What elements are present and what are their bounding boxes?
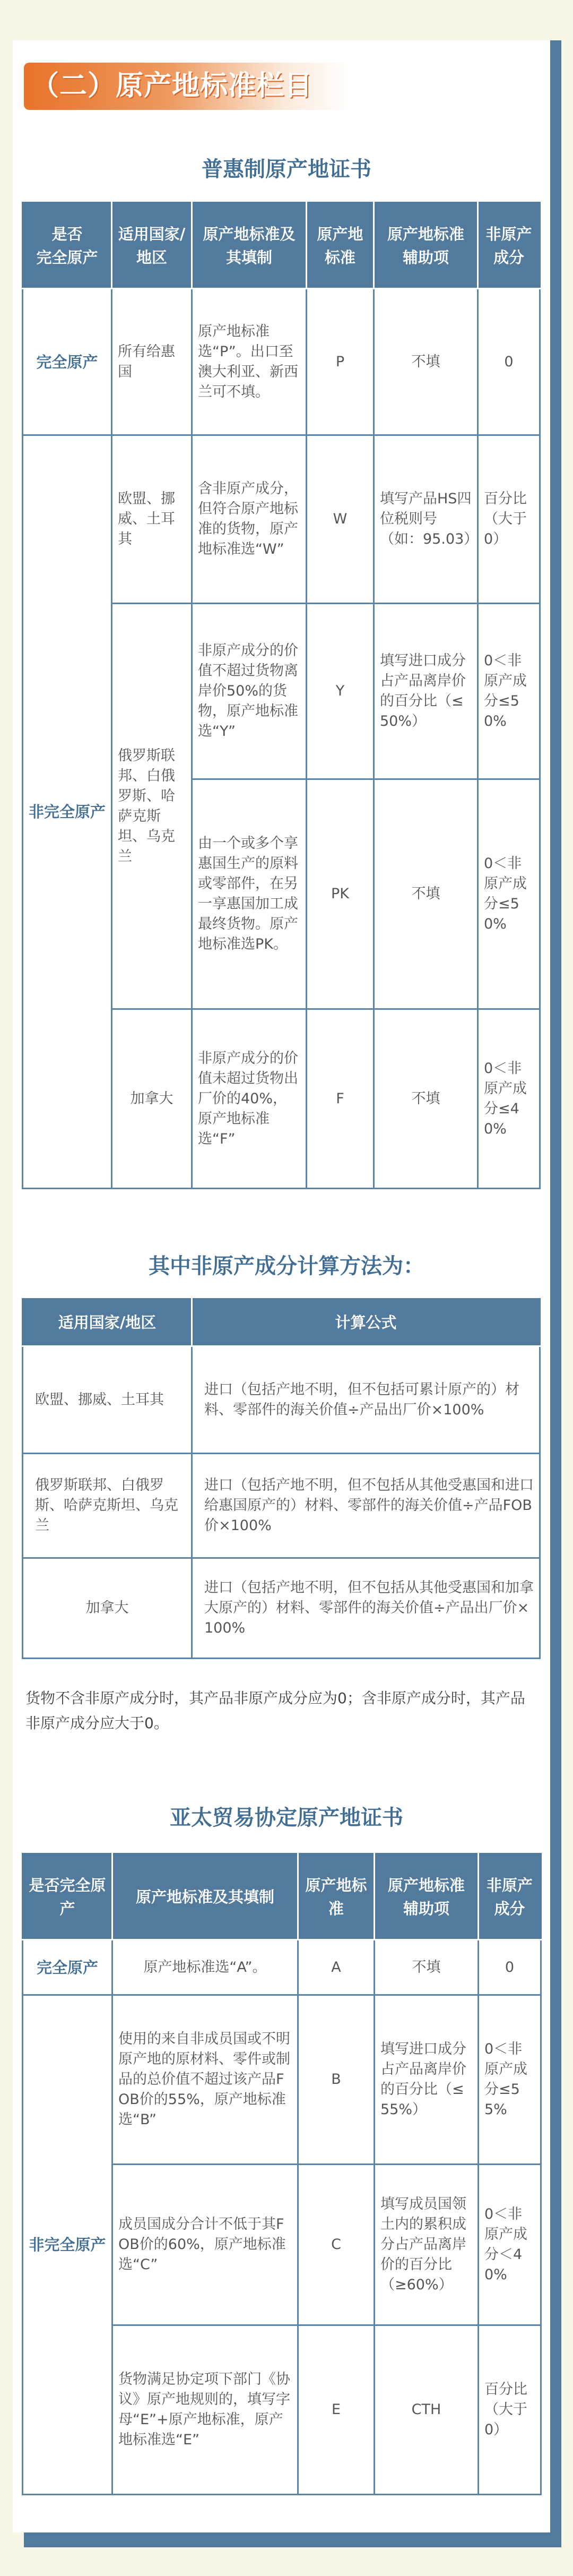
ratio-cell: 0＜非原产成分≤50% bbox=[478, 604, 540, 779]
header-cell: 适用国家/地区 bbox=[112, 203, 192, 289]
aux-cell: 不填 bbox=[375, 1940, 479, 1995]
country-cell: 欧盟、挪威、土耳其 bbox=[23, 1346, 192, 1454]
aux-cell: CTH bbox=[375, 2325, 479, 2495]
table-row bbox=[23, 435, 540, 604]
gsp-table bbox=[22, 202, 541, 1189]
aux-cell: 不填 bbox=[374, 779, 478, 1009]
aux-cell: 填写进口成分占产品离岸价的百分比（≤55%） bbox=[375, 1995, 479, 2165]
ratio-cell: 0＜非原产成分＜40% bbox=[479, 2165, 541, 2325]
criterion-cell: F bbox=[307, 1009, 374, 1189]
header-cell: 原产地标准 bbox=[307, 203, 374, 289]
table-row bbox=[23, 1995, 541, 2165]
header-cell: 适用国家/地区 bbox=[23, 1299, 192, 1346]
criterion-cell: PK bbox=[307, 779, 374, 1009]
rule-cell: 由一个或多个享惠国生产的原料或零部件，在另一享惠国加工成最终货物。原产地标准选PK。 bbox=[192, 779, 307, 1009]
apta-title: 亚太贸易协定原产地证书 bbox=[170, 1806, 403, 1830]
section-heading: （二）原产地标准栏目 bbox=[31, 70, 313, 102]
table-row bbox=[23, 1558, 540, 1659]
criterion-cell: P bbox=[307, 289, 374, 435]
apta-table bbox=[22, 1853, 542, 2495]
decorative-bottom-bar bbox=[24, 2532, 561, 2547]
header-cell: 计算公式 bbox=[192, 1299, 540, 1346]
aux-cell: 填写成员国领土内的累积成分占产品离岸价的百分比（≥60%） bbox=[375, 2165, 479, 2325]
formula-cell: 进口（包括产地不明，但不包括从其他受惠国和加拿大原产的）材料、零部件的海关价值÷产品出厂价×100% bbox=[192, 1558, 540, 1659]
criterion-cell: A bbox=[298, 1940, 375, 1995]
country-cell: 欧盟、挪威、土耳其 bbox=[112, 435, 192, 604]
ratio-cell: 百分比（大于0） bbox=[479, 2325, 541, 2495]
rule-cell: 原产地标准选“P”。出口至澳大利亚、新西兰可不填。 bbox=[192, 289, 307, 435]
aux-cell: 填写产品HS四位税则号（如：95.03） bbox=[374, 435, 478, 604]
ratio-cell: 0＜非原产成分≤50% bbox=[478, 779, 540, 1009]
ratio-cell: 0＜非原产成分≤40% bbox=[478, 1009, 540, 1189]
origin-type-label: 非完全原产 bbox=[23, 435, 112, 1189]
gsp-title: 普惠制原产地证书 bbox=[202, 157, 371, 182]
note-paragraph: 货物不含非原产成分时，其产品非原产成分应为0；含非原产成分时，其产品非原产成分应大于0。 bbox=[25, 1689, 525, 1732]
table-row bbox=[23, 289, 540, 435]
origin-type-label: 完全原产 bbox=[23, 289, 112, 435]
aux-cell: 填写进口成分占产品离岸价的百分比（≤50%） bbox=[374, 604, 478, 779]
origin-type-label: 完全原产 bbox=[23, 1940, 112, 1995]
header-cell: 非原产成分 bbox=[479, 1854, 541, 1940]
ratio-cell: 0＜非原产成分≤55% bbox=[479, 1995, 541, 2165]
country-cell: 所有给惠国 bbox=[112, 289, 192, 435]
header-cell: 非原产成分 bbox=[478, 203, 540, 289]
country-cell: 俄罗斯联邦、白俄罗斯、哈萨克斯坦、乌克兰 bbox=[112, 604, 192, 1009]
origin-type-label: 非完全原产 bbox=[23, 1995, 112, 2495]
ratio-cell: 0 bbox=[479, 1940, 541, 1995]
decorative-side-bar bbox=[550, 40, 561, 2547]
rule-cell: 货物满足协定项下部门《协议》原产地规则的，填写字母“E”+原产地标准，原产地标准选“E” bbox=[112, 2325, 298, 2495]
criterion-cell: W bbox=[307, 435, 374, 604]
formula-cell: 进口（包括产地不明，但不包括从其他受惠国和进口给惠国原产的）材料、零部件的海关价值÷产品FOB价×100% bbox=[192, 1454, 540, 1558]
section-banner bbox=[24, 63, 350, 110]
table-header-row bbox=[23, 1299, 540, 1346]
aux-cell: 不填 bbox=[374, 289, 478, 435]
criterion-cell: C bbox=[298, 2165, 375, 2325]
table-header-row bbox=[23, 203, 540, 289]
header-cell: 是否 完全原产 bbox=[23, 203, 112, 289]
table-row bbox=[23, 1940, 541, 1995]
header-cell: 是否完全原产 bbox=[23, 1854, 112, 1940]
header-cell: 原产地标准辅助项 bbox=[374, 203, 478, 289]
rule-cell: 原产地标准选“A”。 bbox=[112, 1940, 298, 1995]
formula-cell: 进口（包括产地不明，但不包括可累计原产的）材料、零部件的海关价值÷产品出厂价×100% bbox=[192, 1346, 540, 1454]
rule-cell: 非原产成分的价值不超过货物离岸价50%的货物，原产地标准选“Y” bbox=[192, 604, 307, 779]
header-cell: 原产地标准 bbox=[298, 1854, 375, 1940]
rule-cell: 含非原产成分，但符合原产地标准的货物，原产地标准选“W” bbox=[192, 435, 307, 604]
header-cell: 原产地标准辅助项 bbox=[375, 1854, 479, 1940]
country-cell: 加拿大 bbox=[112, 1009, 192, 1189]
ratio-cell: 0 bbox=[478, 289, 540, 435]
table-row bbox=[23, 1346, 540, 1454]
rule-cell: 非原产成分的价值未超过货物出厂价的40%，原产地标准选“F” bbox=[192, 1009, 307, 1189]
aux-cell: 不填 bbox=[374, 1009, 478, 1189]
calc-title: 其中非原产成分计算方法为： bbox=[149, 1254, 424, 1278]
rule-cell: 使用的来自非成员国或不明原产地的原材料、零件或制品的总价值不超过该产品FOB价的55%，原产地标准选“B” bbox=[112, 1995, 298, 2165]
calc-table bbox=[22, 1298, 541, 1659]
criterion-cell: B bbox=[298, 1995, 375, 2165]
country-cell: 加拿大 bbox=[23, 1558, 192, 1659]
table-header-row bbox=[23, 1854, 541, 1940]
rule-cell: 成员国成分合计不低于其FOB价的60%，原产地标准选“C” bbox=[112, 2165, 298, 2325]
criterion-cell: Y bbox=[307, 604, 374, 779]
header-cell: 原产地标准及其填制 bbox=[192, 203, 307, 289]
ratio-cell: 百分比（大于0） bbox=[478, 435, 540, 604]
country-cell: 俄罗斯联邦、白俄罗斯、哈萨克斯坦、乌克兰 bbox=[23, 1454, 192, 1558]
criterion-cell: E bbox=[298, 2325, 375, 2495]
header-cell: 原产地标准及其填制 bbox=[112, 1854, 298, 1940]
table-row bbox=[23, 1454, 540, 1558]
